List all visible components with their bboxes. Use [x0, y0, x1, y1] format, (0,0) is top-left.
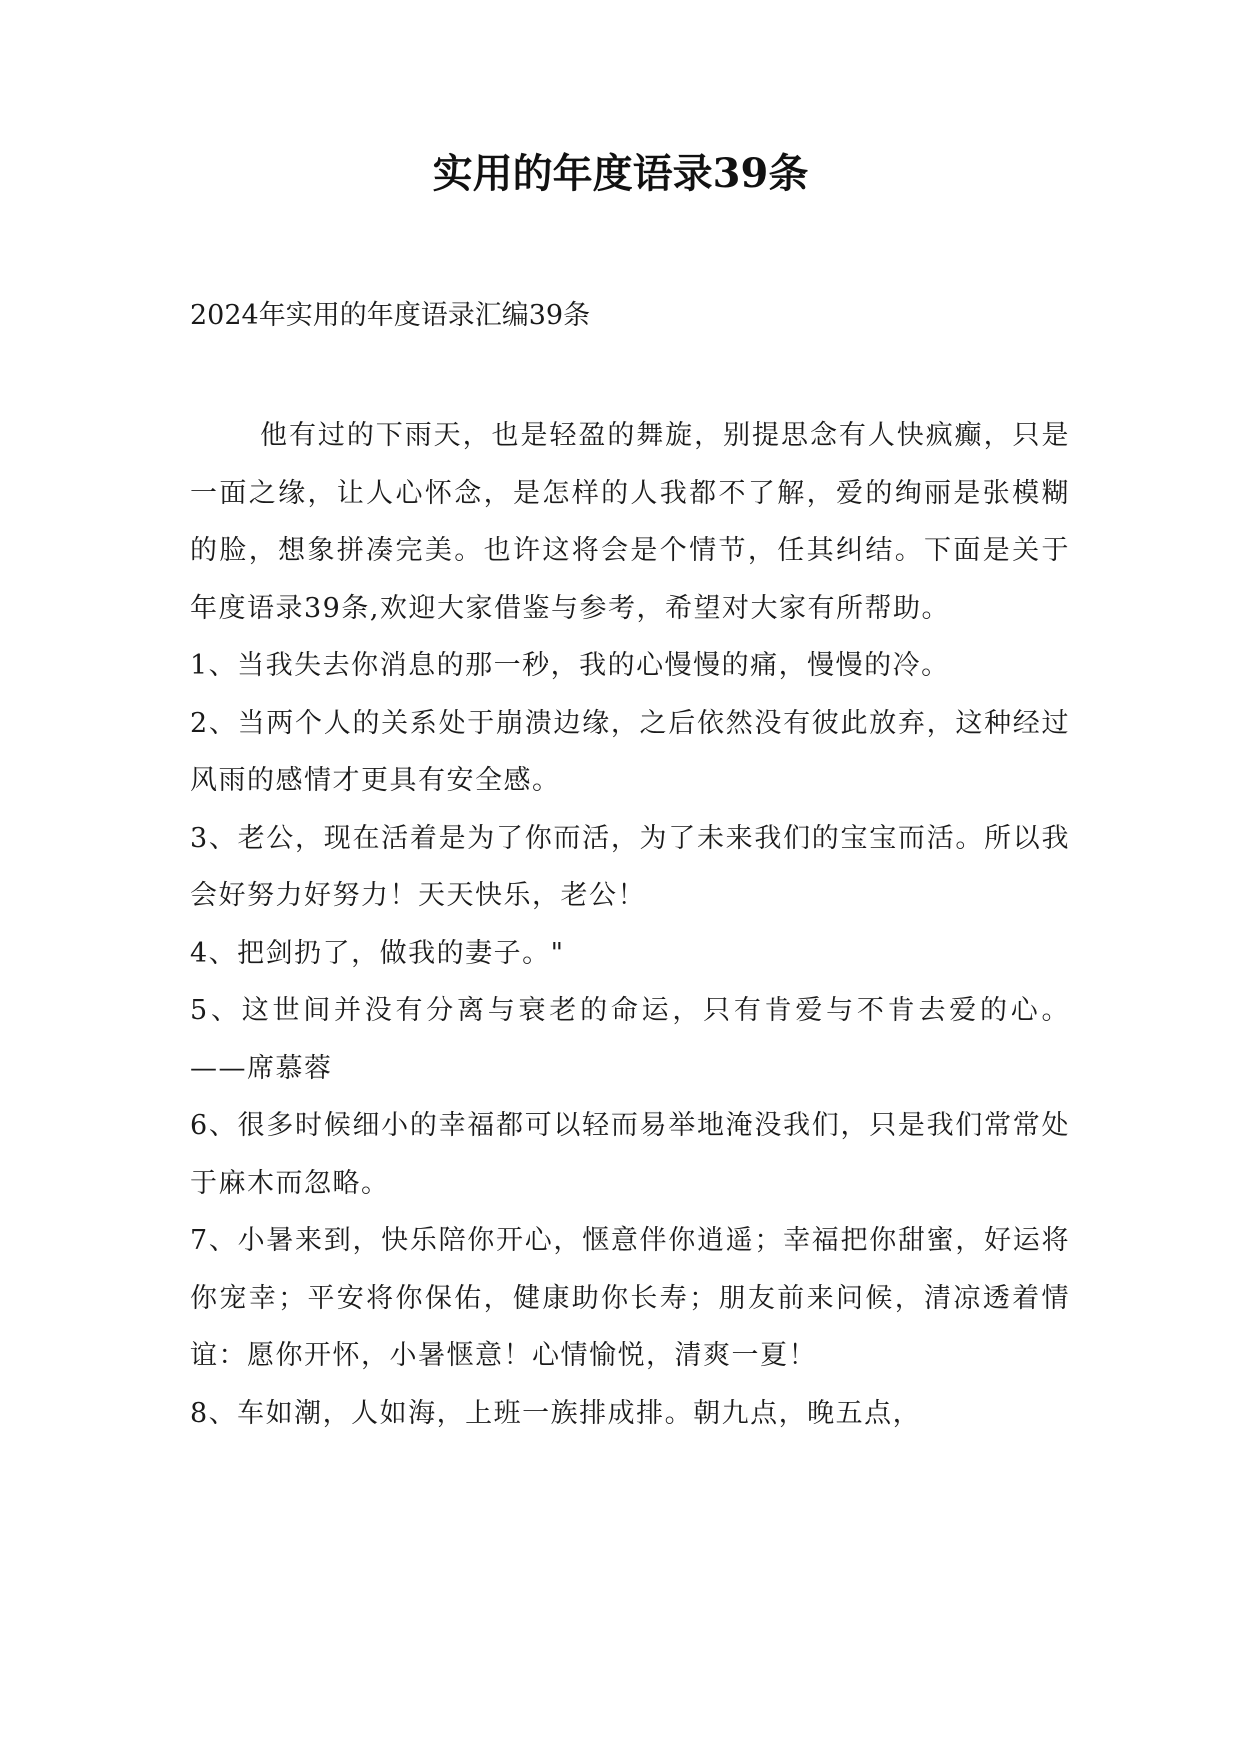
document-subtitle: 2024年实用的年度语录汇编39条	[190, 300, 591, 331]
quote-item: 7、小暑来到，快乐陪你开心，惬意伴你逍遥；幸福把你甜蜜，好运将你宠幸；平安将你保佑，健康助你长寿；朋友前来问候，清凉透着情谊：愿你开怀，小暑惬意！心情愉悦，清爽一夏！	[190, 1225, 1070, 1371]
quote-item: 4、把剑扔了，做我的妻子。"	[190, 937, 565, 969]
quote-item: 5、这世间并没有分离与衰老的命运，只有肯爱与不肯去爱的心。 ——席慕蓉	[190, 995, 1070, 1084]
quote-item: 3、老公，现在活着是为了你而活，为了未来我们的宝宝而活。所以我会好努力好努力！天天快乐，老公！	[190, 822, 1070, 911]
quote-item: 6、很多时候细小的幸福都可以轻而易举地淹没我们，只是我们常常处于麻木而忽略。	[190, 1110, 1070, 1199]
quote-item: 2、当两个人的关系处于崩溃边缘，之后依然没有彼此放弃，这种经过风雨的感情才更具有安全感。	[190, 707, 1070, 796]
quote-item: 8、车如潮，人如海，上班一族排成排。朝九点，晚五点，	[190, 1397, 922, 1429]
quote-item: 1、当我失去你消息的那一秒，我的心慢慢的痛，慢慢的冷。	[190, 650, 950, 681]
document-body	[190, 407, 1070, 1442]
document-title: 实用的年度语录39条	[432, 150, 809, 197]
intro-paragraph: 他有过的下雨天，也是轻盈的舞旋，别提思念有人快疯癫，只是一面之缘，让人心怀念，是怎样的人我都不了解，爱的绚丽是张模糊的脸，想象拼凑完美。也许这将会是个情节，任其纠结。下面是关于年度语录39条,欢迎大家借鉴与参考，希望对大家有所帮助。	[190, 420, 1070, 624]
